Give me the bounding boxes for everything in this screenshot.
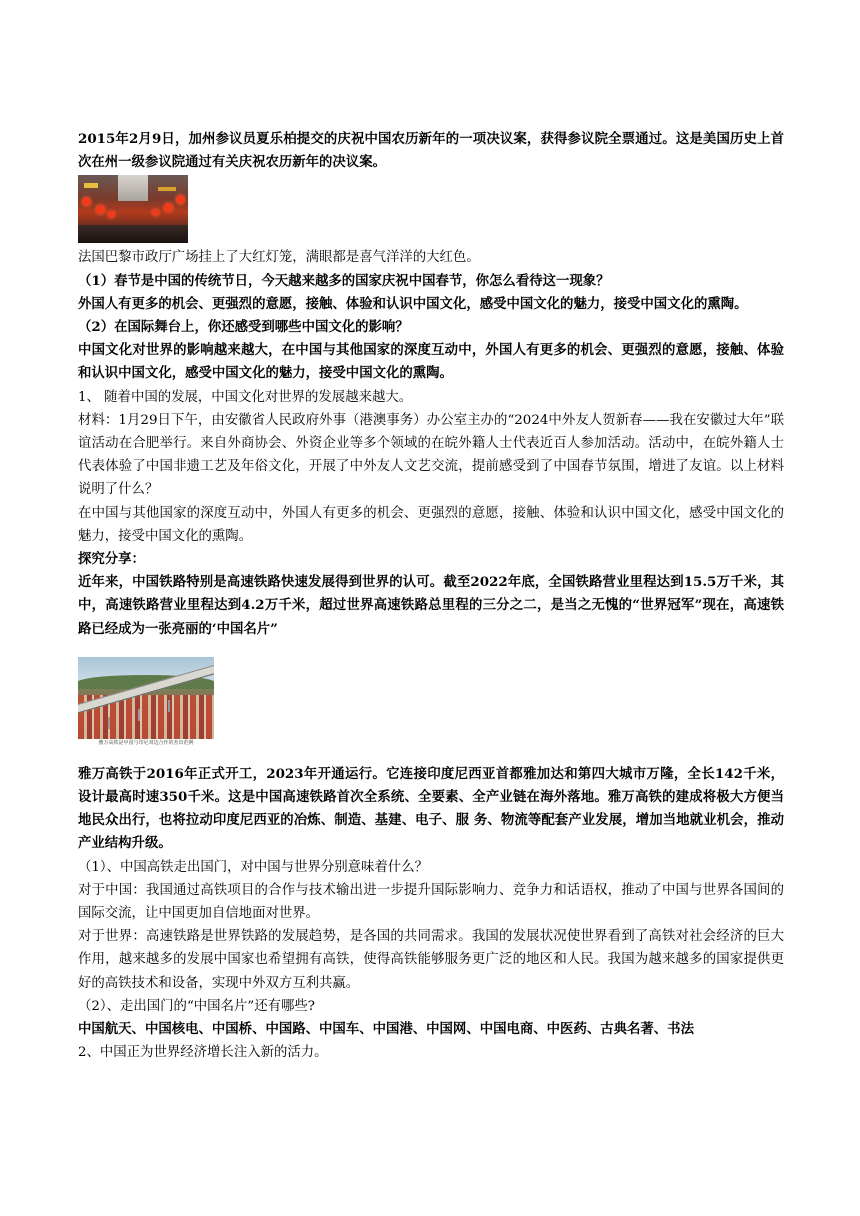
answer-3-china: 对于中国：我国通过高铁项目的合作与技术输出进一步提升国际影响力、竞争力和话语权，推动了中国与世界各国间的国际交流，让中国更加自信地面对世界。	[78, 882, 784, 922]
question-3: （1）、中国高铁走出国门，对中国与世界分别意味着什么？	[78, 859, 428, 875]
document-page	[78, 128, 784, 1065]
railway-photo-caption: 雅万高铁是中国与印尼双边合作的杰出范例	[98, 739, 194, 746]
paris-lantern-photo	[78, 175, 188, 243]
question-4: （2）、走出国门的“中国名片”还有哪些?	[78, 998, 315, 1014]
point-1: 1、 随着中国的发展，中国文化对世界的发展越来越大。	[78, 389, 413, 405]
question-1: （1）春节是中国的传统节日，今天越来越多的国家庆祝中国春节，你怎么看待这一现象？	[78, 272, 610, 289]
material-answer: 在中国与其他国家的深度互动中，外国人有更多的机会、更强烈的意愿，接触、体验和认识中国文化，感受中国文化的魅力，接受中国文化的熏陶。	[78, 505, 784, 544]
answer-4: 中国航天、中国核电、中国桥、中国路、中国车、中国港、中国网、中国电商、中医药、古典名著、书法	[78, 1021, 694, 1038]
explore-heading: 探究分享：	[78, 551, 145, 568]
answer-2: 中国文化对世界的影响越来越大，在中国与其他国家的深度互动中，外国人有更多的机会、更强烈的意愿，接触、体验和认识中国文化，感受中国文化的魅力，接受中国文化的熏陶。	[78, 342, 784, 382]
photo1-caption: 法国巴黎市政厅广场挂上了大红灯笼，满眼都是喜气洋洋的大红色。	[78, 250, 480, 266]
railway-photo	[78, 657, 214, 739]
yawan-paragraph: 雅万高铁于2016年正式开工，2023年开通运行。它连接印度尼西亚首都雅加达和第四大城市万隆，全长142千米， 设计最高时速350千米。这是中国高速铁路首次全系统、全要素、全产业链在海外落地。雅万高铁的建成将极大方便当地民众出行，也将拉动印度尼西亚的冶炼、制造、基建、电子、服 务、物流等配套产业发展，增加当地就业机会，推动产业结构升级。	[78, 765, 784, 852]
answer-3-world: 对于世界：高速铁路是世界铁路的发展趋势，是各国的共同需求。我国的发展状况使世界看到了高铁对社会经济的巨大作用，越来越多的发展中国家也希望拥有高铁，使得高铁能够服务更广泛的地区和人民。我国为越来越多的国家提供更好的高铁技术和设备，实现中外双方互利共赢。	[78, 929, 784, 991]
intro-paragraph: 2015年2月9日，加州参议员夏乐柏提交的庆祝中国农历新年的一项决议案，获得参议院全票通过。这是美国历史上首次在州一级参议院通过有关庆祝农历新年的决议案。	[78, 131, 784, 171]
material-paragraph: 材料：1月29日下午，由安徽省人民政府外事（港澳事务）办公室主办的“2024中外友人贺新春——我在安徽过大年”联谊活动在合肥举行。来自外商协会、外资企业等多个领域的在皖外籍人士代表近百人参加活动。活动中，在皖外籍人士代表体验了中国非遗工艺及年俗文化，开展了中外友人文艺交流，提前感受到了中国春节氛围，增进了友谊。以上材料说明了什么？	[78, 412, 784, 498]
question-2: （2）在国际舞台上，你还感受到哪些中国文化的影响？	[78, 319, 409, 336]
point-2: 2、中国正为世界经济增长注入新的活力。	[78, 1045, 328, 1061]
answer-1: 外国人有更多的机会、更强烈的意愿，接触、体验和认识中国文化，感受中国文化的魅力，接受中国文化的熏陶。	[78, 295, 748, 312]
railway-paragraph: 近年来，中国铁路特别是高速铁路快速发展得到世界的认可。截至2022年底，全国铁路营业里程达到15.5万千米，其中，高速铁路营业里程达到4.2万千米，超过世界高速铁路总里程的三分之二，是当之无愧的“世界冠军”现在，高速铁路已经成为一张亮丽的‘中国名片”	[78, 574, 784, 637]
